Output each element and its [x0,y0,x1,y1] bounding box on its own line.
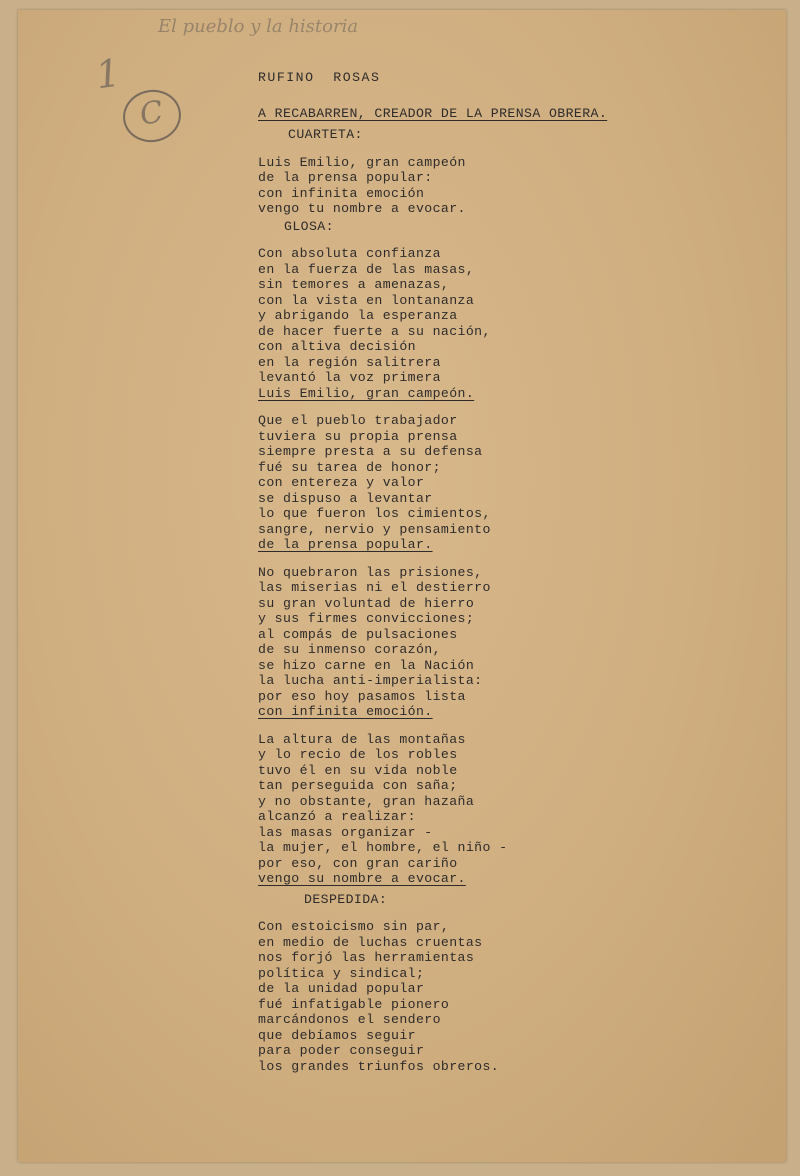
verse-line: en la fuerza de las masas, [258,261,475,277]
cuarteta-stanza [258,155,758,217]
glosa-heading: GLOSA: [284,218,334,234]
verse-line: la lucha anti-imperialista: [258,673,483,688]
verse-line: por eso hoy pasamos lista [258,688,466,704]
verse-line: La altura de las montañas [258,731,466,747]
author-name: RUFINO ROSAS [258,70,381,85]
verse-line: con entereza y valor [258,475,425,490]
verse-line: en la región salitrera [258,354,441,370]
glosa-stanza-3 [258,565,758,720]
verse-line: la mujer, el hombre, el niño - [258,840,508,855]
verse-line: al compás de pulsaciones [258,626,458,642]
verse-line: que debíamos seguir [258,1027,416,1043]
verse-line: tuviera su propia prensa [258,428,458,444]
verse-line: y no obstante, gran hazaña [258,793,475,809]
verse-line: los grandes triunfos obreros. [258,1058,500,1074]
verse-line: Con estoicismo sin par, [258,919,450,934]
verse-line: tan perseguida con saña; [258,778,458,793]
verse-line: las masas organizar - [258,824,433,840]
verse-line: fué infatigable pionero [258,996,450,1012]
verse-line: Con absoluta confianza [258,246,441,261]
verse-line: las miserias ni el destierro [258,580,491,595]
pencil-page-number: 1 [93,50,124,98]
verse-line: con infinita emoción [258,185,425,201]
verse-line: con altiva decisión [258,339,416,354]
verse-line: alcanzó a realizar: [258,809,416,824]
verse-line: por eso, con gran cariño [258,855,458,871]
verse-line: vengo tu nombre a evocar. [258,201,466,216]
verse-line: No quebraron las prisiones, [258,564,483,580]
verse-line-refrain: con infinita emoción. [258,704,433,719]
verse-line: con la vista en lontananza [258,292,475,308]
verse-line: se hizo carne en la Nación [258,657,475,673]
poem-body [258,70,758,1074]
verse-line: fué su tarea de honor; [258,459,441,475]
verse-line: política y sindical; [258,965,425,981]
verse-line: y sus firmes convicciones; [258,611,475,626]
verse-line-refrain: de la prensa popular. [258,537,433,552]
verse-line: Que el pueblo trabajador [258,413,458,428]
verse-line: y lo recio de los robles [258,747,458,762]
verse-line: su gran voluntad de hierro [258,595,475,611]
verse-line: y abrigando la esperanza [258,308,458,323]
cuarteta-heading: CUARTETA: [288,127,363,142]
verse-line: Luis Emilio, gran campeón [258,154,466,170]
verse-line: lo que fueron los cimientos, [258,506,491,521]
verse-line: tuvo él en su vida noble [258,762,458,778]
glosa-stanza-2 [258,413,758,553]
verse-line: siempre presta a su defensa [258,444,483,459]
despedida-stanza [258,919,758,1074]
glosa-stanza-1 [258,246,758,401]
verse-line: de hacer fuerte a su nación, [258,323,491,339]
verse-line: levantó la voz primera [258,370,441,385]
verse-line-refrain: vengo su nombre a evocar. [258,871,466,886]
verse-line: de la prensa popular: [258,170,433,185]
verse-line: de la unidad popular [258,981,425,996]
verse-line: sangre, nervio y pensamiento [258,521,491,537]
verse-line: para poder conseguir [258,1043,425,1058]
verse-line: marcándonos el sendero [258,1012,441,1027]
verse-line: en medio de luchas cruentas [258,934,483,950]
glosa-stanza-4 [258,732,758,887]
verse-line: de su inmenso corazón, [258,642,441,657]
verse-line-refrain: Luis Emilio, gran campeón. [258,385,475,401]
circled-letter-annotation: C [119,85,185,146]
verse-line: nos forjó las herramientas [258,950,475,965]
pencil-corner-note: El pueblo y la historia [158,16,359,37]
despedida-heading: DESPEDIDA: [304,891,388,907]
verse-line: se dispuso a levantar [258,490,433,506]
poem-title: A RECABARREN, CREADOR DE LA PRENSA OBRERA. [258,105,608,121]
verse-line: sin temores a amenazas, [258,277,450,292]
